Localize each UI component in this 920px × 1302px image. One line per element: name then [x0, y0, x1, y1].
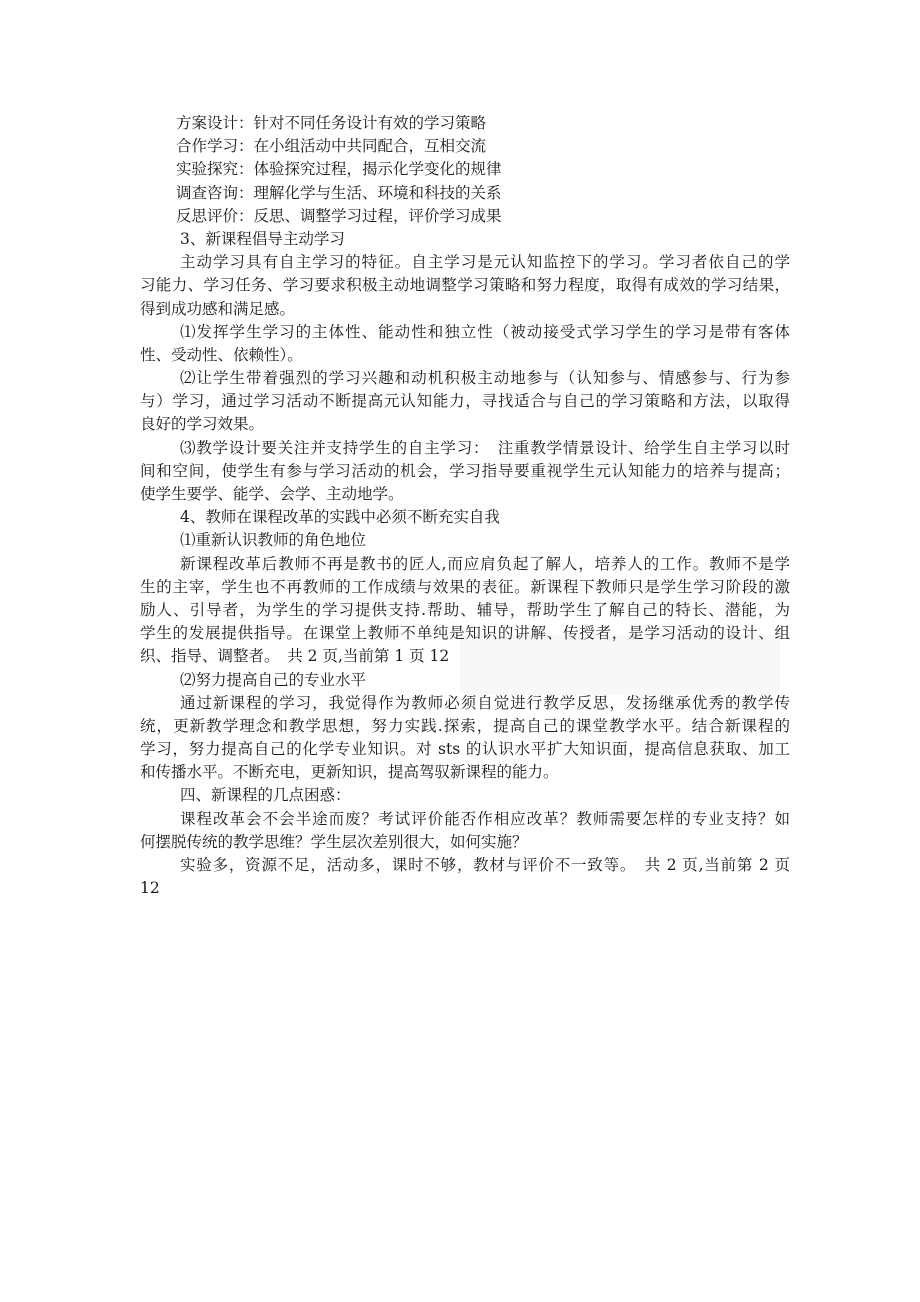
subheading-2: ⑵努力提高自己的专业水平	[180, 670, 367, 689]
list-item-3-line: ⑶教学设计要关注并支持学生的自主学习： 注重教学情景设计、给学生自主学习以时	[180, 438, 790, 457]
paragraph-line: 课程改革会不会半途而废？考试评价能否作相应改革？教师需要怎样的专业支持？如	[180, 809, 790, 828]
method-line-design: 方案设计：针对不同任务设计有效的学习策略	[176, 114, 487, 132]
list-item-1-line: 性、受动性、依赖性）。	[140, 345, 303, 364]
paragraph-line: 新课程改革后教师不再是教书的匠人,而应肩负起了解人，培养人的工作。教师不是学	[180, 554, 790, 573]
paragraph-line: 生的主宰，学生也不再教师的工作成绩与效果的表征。新课程下教师只是学生学习阶段的激	[140, 577, 790, 596]
method-line-cooperation: 合作学习：在小组活动中共同配合，互相交流	[176, 137, 487, 156]
method-line-survey: 调查咨询：理解化学与生活、环境和科技的关系	[176, 183, 502, 202]
list-item-1-line: ⑴发挥学生学习的主体性、能动性和独立性（被动接受式学习学生的学习是带有客体	[180, 322, 790, 341]
method-line-reflection: 反思评价：反思、调整学习过程，评价学习成果	[176, 206, 502, 225]
section-heading-3: 3、新课程倡导主动学习	[180, 229, 345, 248]
paragraph-line: 习能力、学习任务、学习要求积极主动地调整学习策略和努力程度，取得有成效的学习结果，	[140, 276, 790, 295]
list-item-2-line: ⑵让学生带着强烈的学习兴趣和动机积极主动地参与（认知参与、情感参与、行为参	[180, 369, 790, 388]
paragraph-line: 何摆脱传统的教学思维？学生层次差别很大，如何实施？	[140, 832, 528, 851]
page-marker-line: 织、指导、调整者。 共 2 页,当前第 1 页 12	[140, 647, 450, 666]
paragraph-line: 和传播水平。不断充电，更新知识，提高驾驭新课程的能力。	[140, 763, 559, 782]
list-item-3-line: 间和空间，使学生有参与学习活动的机会，学习指导要重视学生元认知能力的培养与提高；	[140, 461, 790, 480]
paragraph-line: 实验多，资源不足，活动多，课时不够，教材与评价不一致等。 共 2 页,当前第 2 页	[180, 856, 790, 874]
paragraph-line: 得到成功感和满足感。	[140, 299, 296, 318]
section-heading-4: 4、教师在课程改革的实践中必须不断充实自我	[180, 508, 500, 527]
method-line-experiment: 实验探究：体验探究过程，揭示化学变化的规律	[176, 160, 502, 179]
section-heading-four: 四、新课程的几点困惑：	[180, 786, 351, 805]
paragraph-line: 主动学习具有自主学习的特征。自主学习是元认知监控下的学习。学习者依自己的学	[180, 253, 790, 272]
page-marker-line: 12	[140, 879, 160, 898]
list-item-2-line: 与）学习，通过学习活动不断提高元认知能力，寻找适合与自己的学习策略和方法，以取得	[140, 392, 790, 411]
paragraph-line: 通过新课程的学习，我觉得作为教师必须自觉进行教学反思，发扬继承优秀的教学传	[180, 693, 790, 712]
paragraph-line: 励人、引导者，为学生的学习提供支持.帮助、辅导，帮助学生了解自己的特长、潜能，为	[140, 600, 790, 619]
paragraph-line: 学生的发展提供指导。在课堂上教师不单纯是知识的讲解、传授者，是学习活动的设计、组	[140, 624, 790, 643]
subheading-1: ⑴重新认识教师的角色地位	[180, 531, 367, 550]
paragraph-line: 统，更新教学理念和教学思想，努力实践.探索，提高自己的课堂教学水平。结合新课程的	[140, 716, 790, 735]
paragraph-line: 学习，努力提高自己的化学专业知识。对 sts 的认识水平扩大知识面，提高信息获取、加工	[140, 740, 790, 759]
list-item-3-line: 使学生要学、能学、会学、主动地学。	[140, 485, 404, 503]
document-body	[140, 112, 790, 900]
list-item-2-line: 良好的学习效果。	[140, 415, 265, 434]
